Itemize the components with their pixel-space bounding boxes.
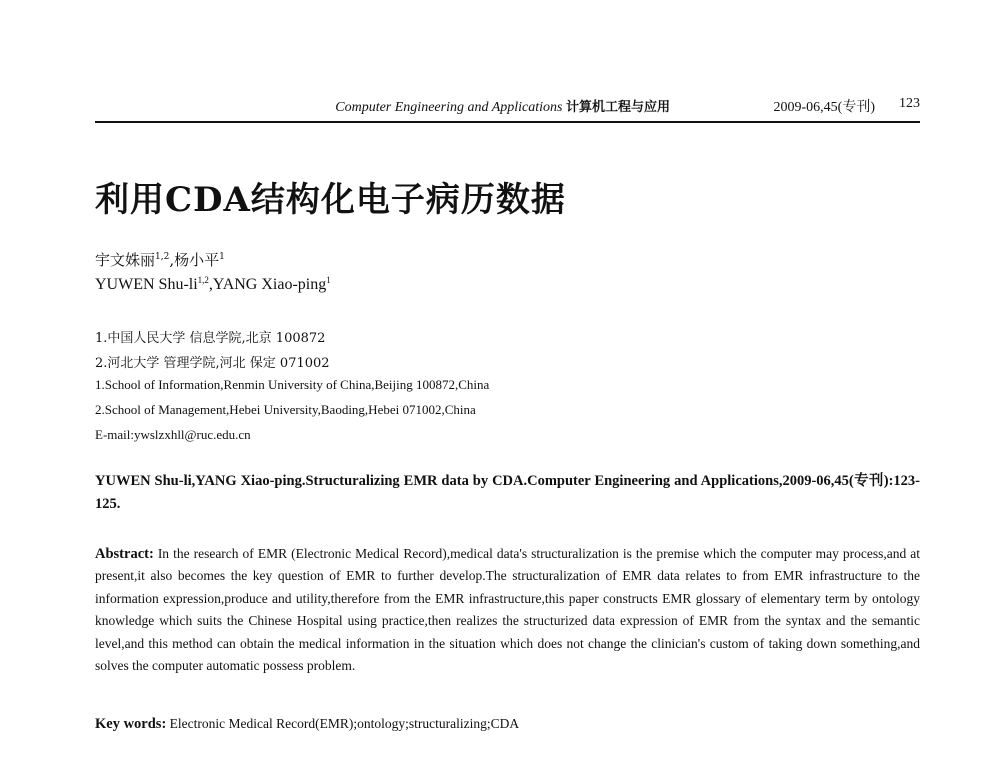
citation: YUWEN Shu-li,YANG Xiao-ping.Structuralizing EMR data by CDA.Computer Engineering and Applications,2009-06,45(专刊):123-125.	[95, 473, 920, 512]
abstract	[95, 543, 920, 677]
running-head	[95, 96, 920, 118]
author-separator-cn: ,	[169, 251, 175, 269]
issue-info: 2009-06,45(专刊)	[773, 100, 875, 115]
author-1-cn: 宇文姝丽	[95, 251, 156, 269]
author-1-en: YUWEN Shu-li	[95, 276, 198, 293]
author-2-cn: 杨小平	[174, 251, 220, 269]
affiliation-2-cn: 2.河北大学 管理学院,河北 保定 071002	[95, 356, 330, 371]
author-2-en-affil: 1	[326, 275, 331, 285]
paper-title: 利用CDA结构化电子病历数据	[95, 180, 566, 220]
page-number: 123	[899, 96, 920, 111]
author-2-en: YANG Xiao-ping	[212, 276, 327, 293]
author-1-cn-affil: 1,2	[155, 252, 170, 262]
journal-name-en: Computer Engineering and Applications	[335, 100, 563, 115]
abstract-label: Abstract:	[95, 546, 154, 562]
keywords-label: Key words:	[95, 716, 167, 732]
header-rule	[95, 121, 920, 123]
author-separator-en: ,	[208, 276, 213, 293]
author-1-en-affil: 1,2	[197, 275, 209, 285]
authors-en	[95, 276, 331, 294]
affiliation-1-cn: 1.中国人民大学 信息学院,北京 100872	[95, 331, 326, 346]
affiliation-1-en: 1.School of Information,Renmin University of China,Beijing 100872,China	[95, 377, 490, 392]
author-2-cn-affil: 1	[219, 252, 225, 262]
affiliation-2-en: 2.School of Management,Hebei University,Baoding,Hebei 071002,China	[95, 402, 476, 417]
keywords-text: Electronic Medical Record(EMR);ontology;structuralizing;CDA	[169, 716, 520, 731]
email-line: E-mail:ywslzxhll@ruc.edu.cn	[95, 427, 251, 442]
keywords	[95, 716, 920, 733]
journal-name	[335, 96, 670, 116]
authors-cn	[95, 249, 225, 270]
journal-name-cn: 计算机工程与应用	[565, 100, 670, 115]
abstract-text: In the research of EMR (Electronic Medical Record),medical data's structuralization is the premise which the computer may process,and at present,it also becomes the key question of EMR to further develop.The structuralization of EMR data relates to from EMR infrastructure to the information expression,produce and utility,therefore from the EMR infrastructure,this paper constructs EMR glossary of elementary term by ontology knowledge which suits the Chinese Hospital using practice,then realizes the structurized data expression of EMR from the syntax and the semantic level,and this method can obtain the medical information in the situation which does not change the clinician's custom of taking down something,and solves the computer automatic possess problem.	[95, 546, 920, 674]
